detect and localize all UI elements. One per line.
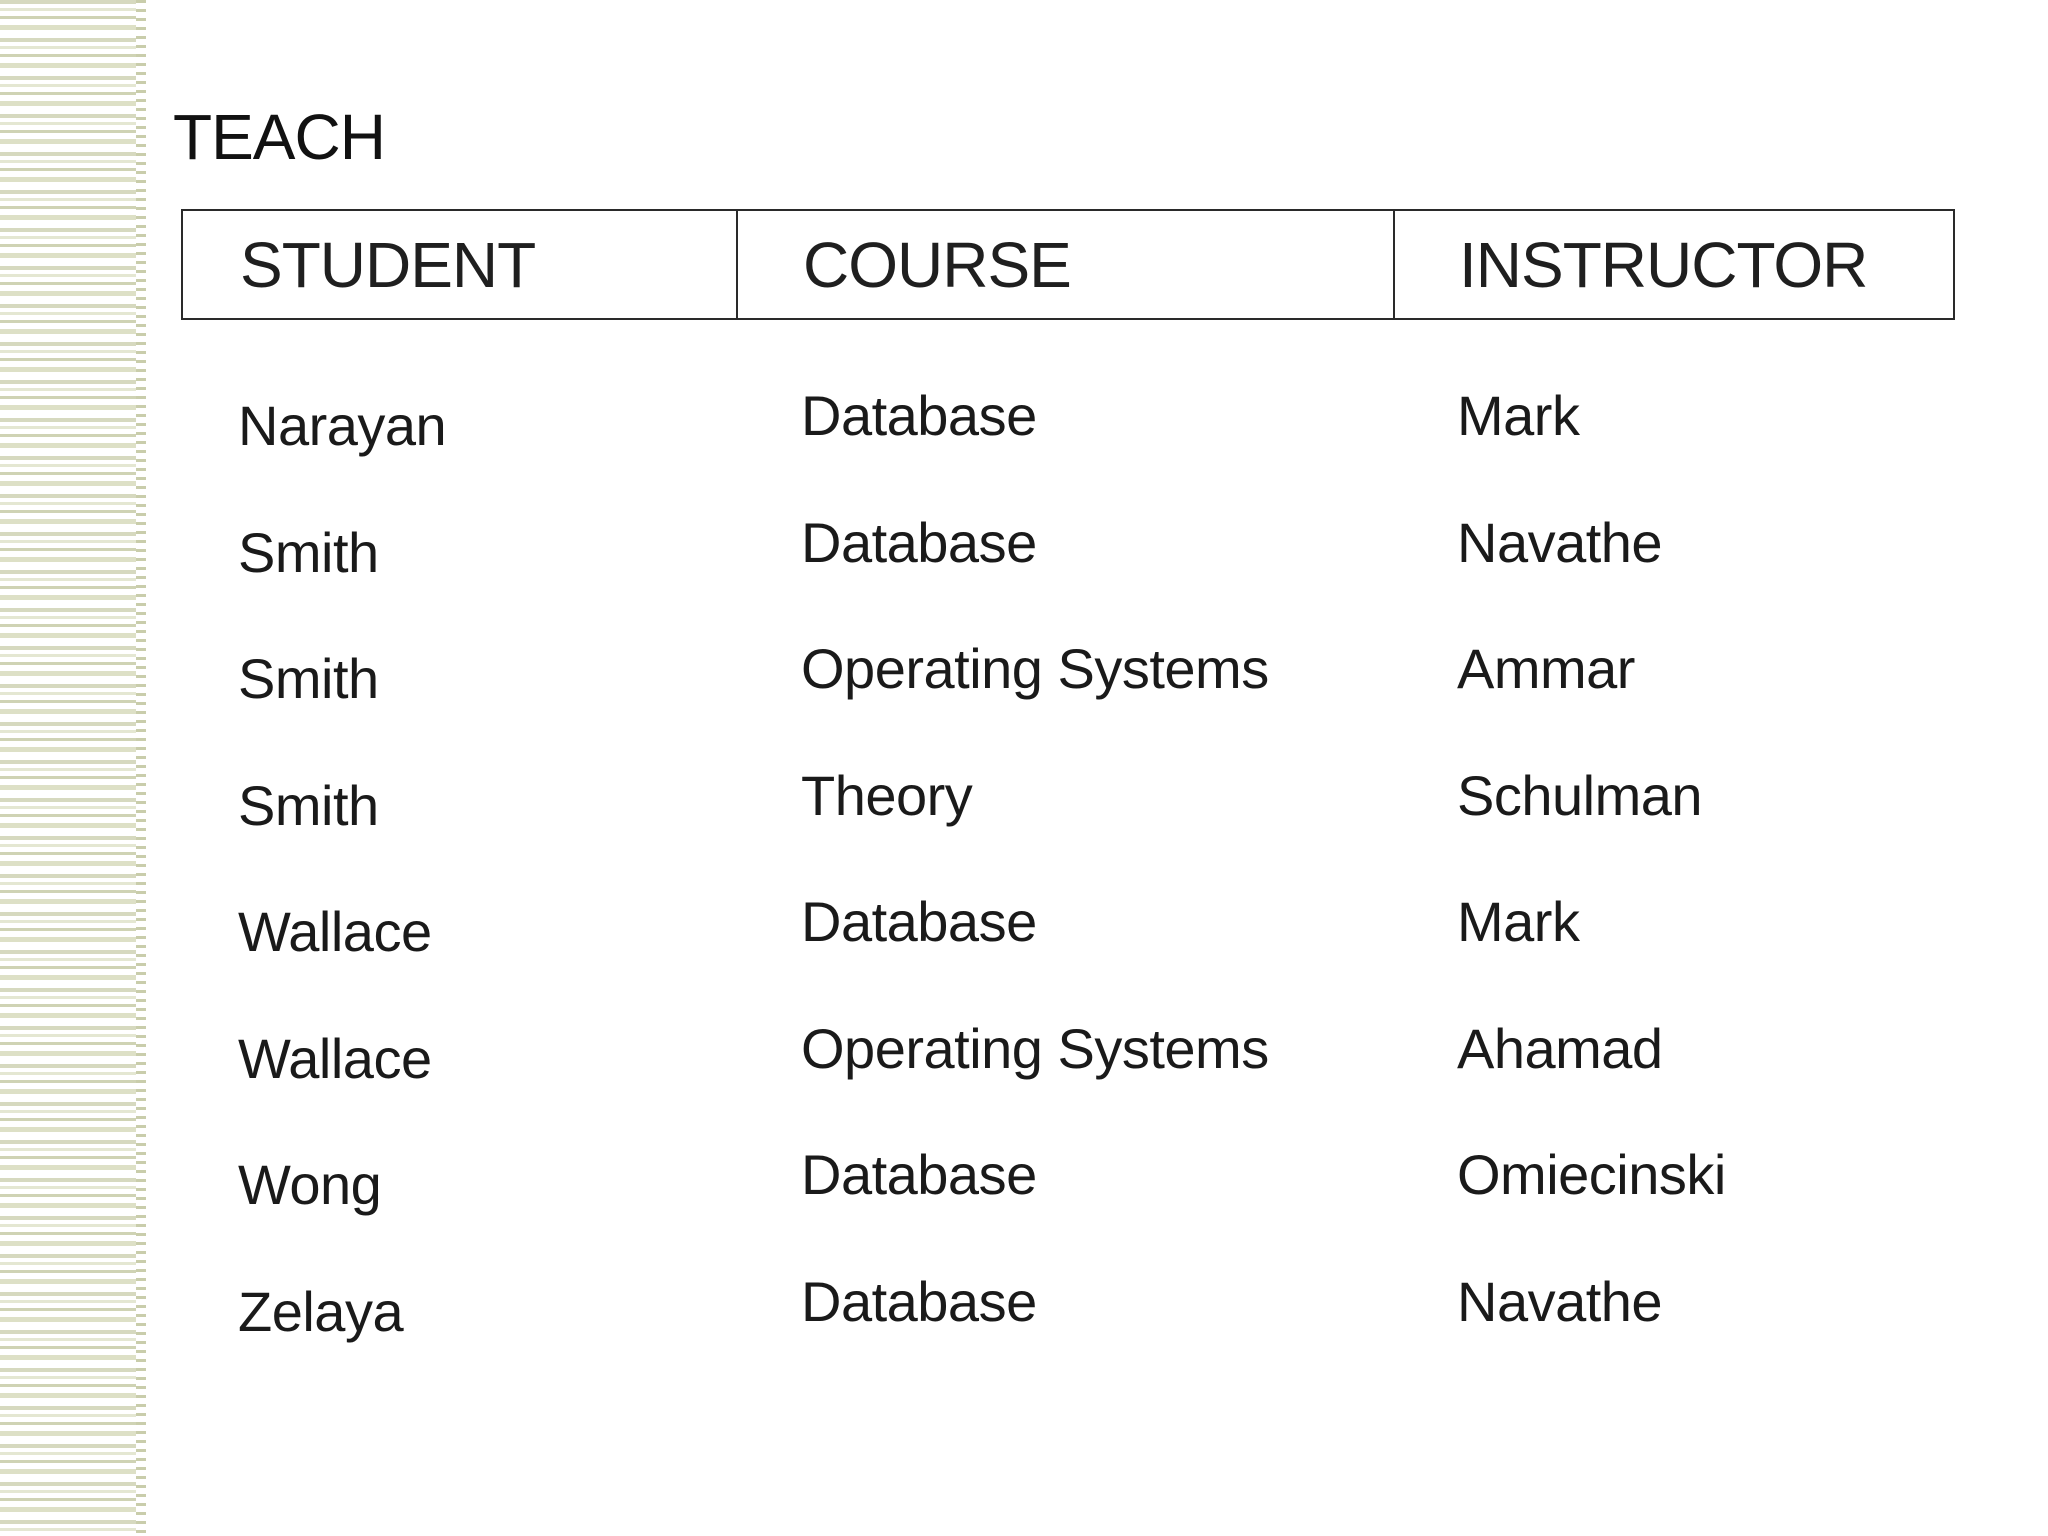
course-cell: Database <box>801 890 1037 953</box>
table-body <box>181 384 1955 1400</box>
table-header <box>181 209 1955 320</box>
course-cell: Database <box>801 384 1037 447</box>
student-cell: Wallace <box>238 1026 432 1090</box>
student-cell: Zelaya <box>238 1279 404 1343</box>
relation-title: TEACH <box>173 101 385 173</box>
course-cell: Theory <box>801 763 973 827</box>
course-cell: Operating Systems <box>801 1016 1269 1080</box>
instructor-cell: Omiecinski <box>1457 1143 1726 1206</box>
instructor-cell: Navathe <box>1457 510 1663 574</box>
column-header-instructor: INSTRUCTOR <box>1459 228 1868 301</box>
student-cell: Smith <box>238 647 379 710</box>
column-header-course: COURSE <box>738 211 1395 318</box>
course-cell: Database <box>801 1269 1037 1333</box>
course-cell: Database <box>801 1143 1037 1206</box>
instructor-cell: Ammar <box>1457 637 1635 700</box>
student-cell: Wong <box>238 1153 382 1216</box>
table-row <box>181 1269 1955 1401</box>
course-cell: Operating Systems <box>801 637 1269 700</box>
table-row <box>181 384 1955 515</box>
table-row <box>181 1143 1955 1274</box>
course-cell: Database <box>801 510 1037 574</box>
instructor-cell: Ahamad <box>1457 1016 1663 1080</box>
instructor-cell: Schulman <box>1457 763 1703 827</box>
table-row <box>181 1016 1955 1148</box>
instructor-cell: Mark <box>1457 384 1580 447</box>
instructor-cell: Navathe <box>1457 1269 1663 1333</box>
table-row <box>181 637 1955 768</box>
student-cell: Narayan <box>238 394 447 457</box>
student-cell: Wallace <box>238 900 432 963</box>
table-row <box>181 510 1955 642</box>
instructor-cell: Mark <box>1457 890 1580 953</box>
column-header-student: STUDENT <box>183 211 738 318</box>
student-cell: Smith <box>238 773 379 837</box>
table-row <box>181 763 1955 895</box>
decorative-stripe-bar <box>0 0 146 1536</box>
student-cell: Smith <box>238 520 379 584</box>
table-row <box>181 890 1955 1021</box>
